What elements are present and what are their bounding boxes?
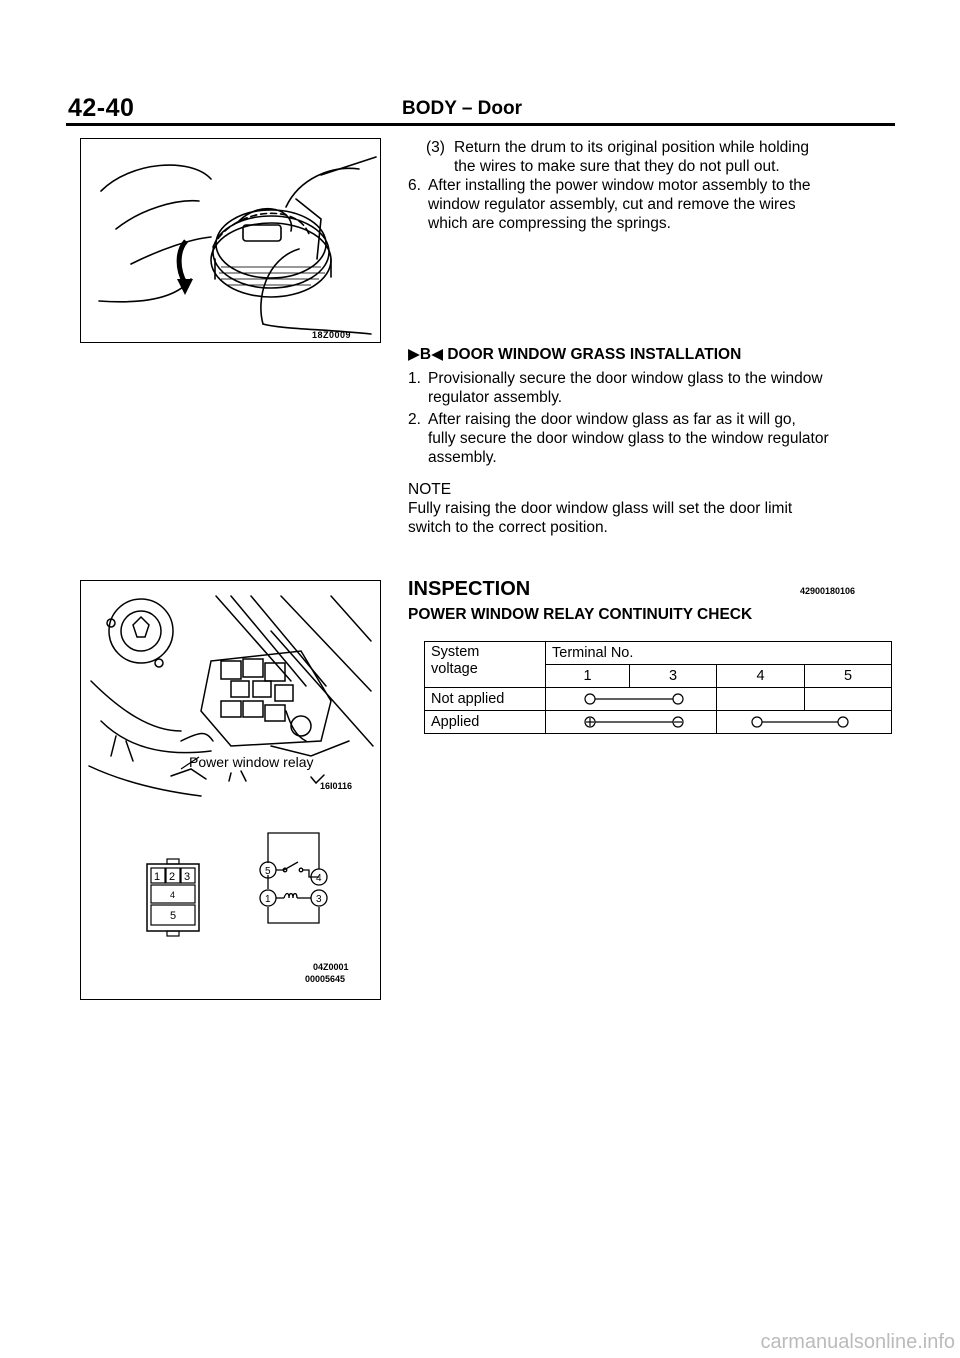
note-label: NOTE — [408, 481, 452, 498]
section-marker: B — [419, 346, 432, 363]
empty-cell — [805, 688, 892, 711]
continuity-connector — [717, 711, 879, 733]
step-line: the wires to make sure that they do not pull out. — [454, 158, 780, 175]
schematic-pin-3: 3 — [316, 894, 322, 905]
step-number: 1. — [408, 370, 421, 387]
schematic-pin-5: 5 — [265, 866, 271, 877]
connector-pin-4: 4 — [170, 890, 176, 900]
schematic-pin-4: 4 — [316, 873, 322, 884]
continuity-4-5 — [717, 711, 892, 734]
connector-pin-5: 5 — [170, 910, 177, 922]
note-line: switch to the correct position. — [408, 519, 608, 536]
continuity-table — [424, 641, 892, 734]
continuity-connector — [546, 688, 716, 710]
terminal-header-4: 4 — [717, 665, 805, 688]
connector-pin-1: 1 — [154, 871, 161, 883]
continuity-table-wrap — [424, 641, 892, 734]
step-line: fully secure the door window glass to the window regulator — [428, 430, 829, 447]
schematic-pin-1: 1 — [265, 894, 271, 905]
system-voltage-header: System voltage — [425, 642, 546, 688]
relay-figure-code-2: 04Z0001 — [313, 962, 349, 972]
coil-polarity-connector — [546, 711, 716, 733]
drum-figure-code: 18Z0009 — [312, 330, 352, 340]
note-line: Fully raising the door window glass will set the door limit — [408, 500, 793, 517]
connector-pin-3: 3 — [184, 871, 191, 883]
connector-pin-2: 2 — [169, 871, 176, 883]
terminal-no-header: Terminal No. — [546, 642, 892, 665]
relay-location-label: Power window relay — [189, 754, 314, 770]
step-line: Return the drum to its original position while holding — [454, 139, 809, 156]
terminal-header-1: 1 — [546, 665, 630, 688]
step-number: (3) — [426, 139, 445, 156]
section-b-heading — [408, 345, 741, 364]
relay-illustration — [81, 581, 382, 1001]
table-row — [425, 688, 892, 711]
step-line: assembly. — [428, 449, 497, 466]
relay-figure-code-1: 16I0116 — [320, 781, 353, 791]
note-block — [408, 480, 886, 537]
step-line: window regulator assembly, cut and remove the wires — [428, 196, 796, 213]
triangle-left-icon: ◀ — [431, 346, 444, 363]
section-title: BODY – Door — [402, 98, 523, 119]
inspection-title: INSPECTION — [408, 578, 531, 600]
relay-figure — [80, 580, 381, 1000]
step-line: which are compressing the springs. — [428, 215, 671, 232]
row-label-not-applied: Not applied — [425, 688, 546, 711]
inspection-code: 42900180106 — [800, 586, 856, 596]
triangle-right-icon: ▶ — [408, 346, 420, 363]
step-line: After installing the power window motor assembly to the — [428, 177, 811, 194]
section-b-title: DOOR WINDOW GRASS INSTALLATION — [447, 346, 742, 363]
step-number: 6. — [408, 177, 421, 194]
step-line: regulator assembly. — [428, 389, 563, 406]
coil-1-3 — [546, 711, 717, 734]
watermark: carmanualsonline.info — [760, 1331, 955, 1353]
empty-cell — [717, 688, 805, 711]
drum-illustration — [81, 139, 382, 344]
terminal-header-3: 3 — [629, 665, 716, 688]
row-label-applied: Applied — [425, 711, 546, 734]
header-rule — [66, 123, 895, 126]
step-line: Provisionally secure the door window glass to the window — [428, 370, 823, 387]
inspection-subtitle: POWER WINDOW RELAY CONTINUITY CHECK — [408, 606, 753, 623]
relay-figure-code-3: 00005645 — [305, 974, 346, 984]
table-row — [425, 711, 892, 734]
step-line: After raising the door window glass as far as it will go, — [428, 411, 796, 428]
drum-figure — [80, 138, 381, 343]
terminal-header-5: 5 — [805, 665, 892, 688]
step-number: 2. — [408, 411, 421, 428]
continuity-1-3 — [546, 688, 717, 711]
relay-connector-diagram — [147, 859, 199, 936]
page-number: 42-40 — [68, 94, 135, 122]
